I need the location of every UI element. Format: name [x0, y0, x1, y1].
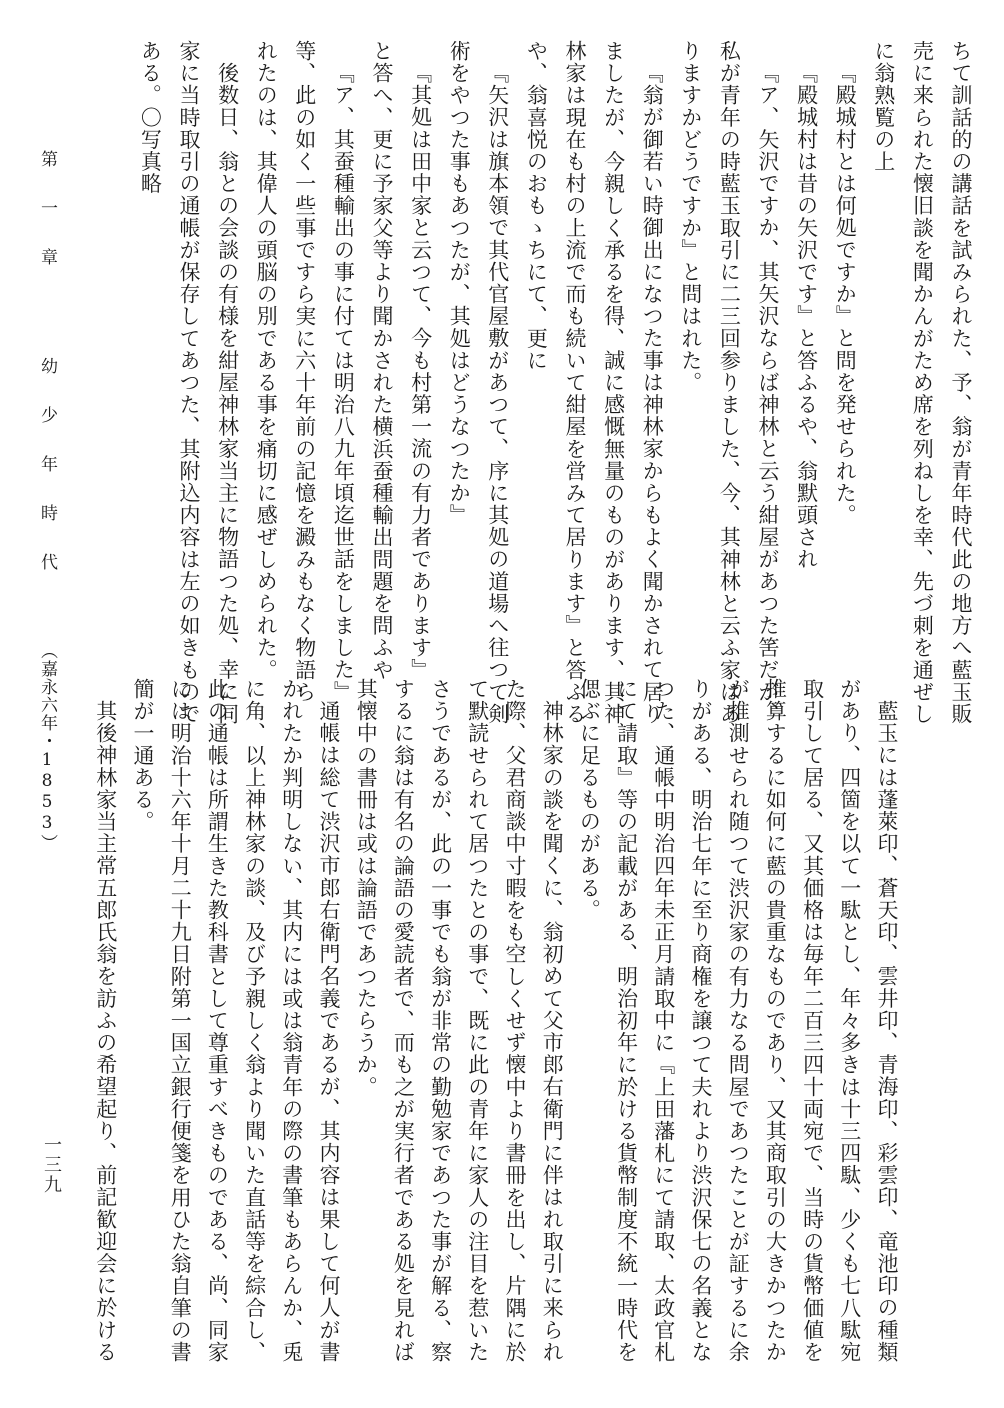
text-column: 等、此の如く一些事ですら実に六十年前の記憶を澱みもなく物語ら — [292, 40, 317, 703]
text-column: りますかどうですか』と問はれた。 — [678, 40, 703, 394]
text-column: 家に当時取引の通帳が保存してあつた、其附込内容は左の如きもので — [177, 40, 201, 726]
text-column: ましたが、今親しく承るを得、誠に感慨無量のものがあります、其神 — [601, 40, 626, 726]
text-column: りがある、明治七年に至り商権を譲つて夫れより渋沢保七の名義とな — [689, 678, 713, 1364]
text-column: れたのは、其偉人の頭脳の別である事を痛切に感ぜしめられた。 — [254, 40, 279, 681]
text-column: 売に来られた懐旧談を聞かんがため席を列ねしを幸、先づ刺を通ぜし — [910, 40, 935, 726]
chapter-label: 第 一 章 — [37, 150, 57, 271]
text-column: 神林家の談を聞くに、翁初めて父市郎右衛門に伴はれ取引に来られ — [540, 700, 565, 1363]
text-column: にて請取』等の記載がある、明治初年に於ける貨幣制度不統一時代を — [614, 678, 639, 1364]
text-column: 『矢沢は旗本領で其代官屋敷があつて、序に其処の道場へ往つて剣 — [485, 62, 510, 725]
text-column: て默読せられて居つたとの事で、既に此の青年に家人の注目を惹いた — [465, 678, 490, 1364]
text-column: 『其処は田中家と云つて、今も村第一流の有力者であります』 — [408, 62, 433, 681]
text-column: 藍玉には蓬萊印、蒼天印、雲井印、青海印、彩雲印、竜池印の種類 — [875, 700, 899, 1363]
text-column: が推測せられ随つて渋沢家の有力なる問屋であつたことが証するに余 — [726, 678, 751, 1364]
text-column: するに翁は有名の論語の愛読者で、而も之が実行者である処を見れば — [391, 678, 416, 1364]
text-column: 通帳は総て渋沢市郎右衛門名義であるが、其内容は果して何人が書 — [317, 700, 341, 1363]
text-column: 其後神林家当主常五郎氏翁を訪ふの希望起り、前記歓迎会に於ける — [93, 700, 118, 1363]
text-column: 『ア、矢沢ですか、其矢沢ならば神林と云う紺屋があつた筈だが、 — [756, 62, 780, 725]
running-header — [38, 150, 55, 852]
chapter-years: （嘉永六年・1853） — [37, 642, 57, 852]
text-column: 此の通帳は所謂生きた教科書として尊重すべきものである、尚、同家 — [205, 678, 230, 1364]
text-column: に角、以上神林家の談、及び予親しく翁より聞いた直話等を綜合し、 — [242, 678, 267, 1364]
text-column: に翁熟覧の上 — [871, 40, 896, 173]
text-column: や、翁喜悦のおもゝちにて、更に — [524, 40, 549, 372]
text-column: には明治十六年十月二十九日附第一国立銀行便箋を用ひた翁自筆の書 — [168, 678, 193, 1364]
text-column: 偲ぶに足るものがある。 — [577, 678, 602, 922]
text-column: 簡が一通ある。 — [131, 678, 155, 833]
text-column: 取引して居る、又其価格は毎年二百三四十両宛で、当時の貨幣価値を — [800, 678, 825, 1364]
text-column: さうであるが、此の一事でも翁が非常の勤勉家であつた事が解る、察 — [428, 678, 453, 1364]
text-column: があり、四箇を以て一駄とし、年々多きは十三四駄、少くも七八駄宛 — [837, 678, 862, 1364]
text-column: た際、父君商談中寸暇をも空しくせず懐中より書冊を出し、片隅に於 — [503, 678, 527, 1364]
text-column: ある。〇写真略 — [138, 40, 163, 195]
text-column: 其懐中の書冊は或は論語であつたらうか。 — [354, 678, 379, 1098]
text-column: ちて訓話的の講話を試みられた、予、翁が青年時代此の地方へ藍玉販 — [949, 40, 973, 726]
text-column: 推算するに如何に藍の貴重なものであり、又其商取引の大きかつたか — [763, 678, 788, 1364]
page-number: 一三九 — [41, 1135, 62, 1195]
text-column: つた、通帳中明治四年未正月請取中に『上田藩札にて請取、太政官札 — [651, 678, 676, 1364]
text-column: と答へ、更に予家父等より聞かされた横浜蚕種輸出問題を問ふや — [370, 40, 394, 681]
text-column: 『殿城村は昔の矢沢です』と答ふるや、翁默頭され — [794, 62, 819, 571]
chapter-title: 幼 少 年 時 代 — [37, 357, 57, 576]
text-column: かれたか判明しない、其内には或は翁青年の際の書筆もあらんか、兎 — [279, 678, 304, 1364]
text-column: 『殿城村とは何処ですか』と問を発せられた。 — [833, 62, 858, 527]
text-column: 『ア、其蚕種輸出の事に付ては明治八九年頃迄世話をしました』 — [331, 62, 356, 703]
text-column: 私が青年の時藍玉取引に二三回参りました、今、其神林と云ふ家はあ — [717, 40, 742, 726]
text-column: 林家は現在も村の上流で而も続いて紺屋を営みて居ります』と答ふる — [563, 40, 587, 726]
text-column: 『翁が御若い時御出になつた事は神林家からもよく聞かされて居り — [640, 62, 665, 725]
text-column: 後数日、翁との会談の有様を紺屋神林家当主に物語つた処、幸に同 — [215, 62, 240, 725]
text-column: 術をやつた事もあつたが、其処はどうなつたか』 — [447, 40, 472, 527]
